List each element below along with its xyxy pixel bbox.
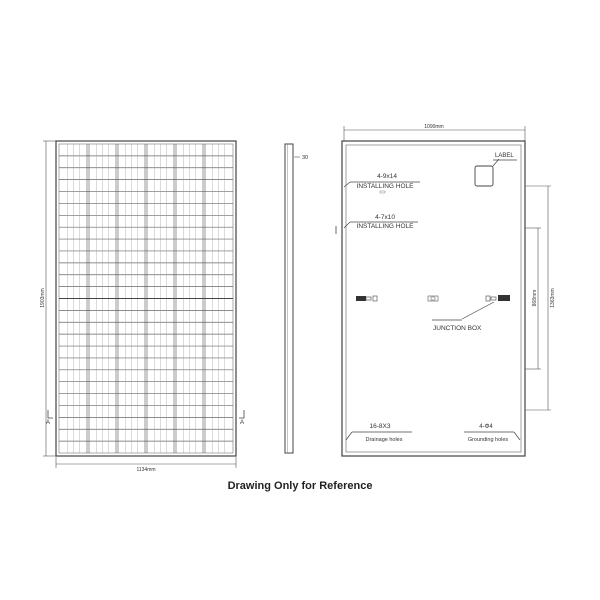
- side-thickness-label: 30: [302, 155, 309, 161]
- side-frame: [285, 144, 293, 453]
- reference-caption: Drawing Only for Reference: [227, 480, 373, 492]
- drainage-name: Drainage holes: [365, 437, 403, 443]
- grounding-spec: 4-Φ4: [479, 424, 493, 430]
- installing-hole-1-spec: 4-9x14: [377, 173, 397, 180]
- grounding-name: Grounding holes: [467, 437, 509, 443]
- dim-outer-label: 1363mm: [550, 288, 556, 308]
- junction-box-label: JUNCTION BOX: [433, 325, 482, 332]
- installing-hole-1-name: INSTALLING HOLE: [356, 183, 414, 190]
- section-marker-right: [239, 410, 244, 418]
- section-marker-left: [48, 410, 53, 418]
- front-width-label: 1134mm: [136, 467, 156, 473]
- back-width-label: 1090mm: [424, 124, 444, 130]
- side-view: [285, 144, 308, 453]
- section-marker-right-label: A: [240, 420, 245, 426]
- drainage-spec: 16-8X3: [369, 423, 391, 430]
- section-marker-left-label: A: [46, 420, 51, 426]
- label-tag: LABEL: [495, 153, 514, 159]
- front-view: [40, 141, 244, 473]
- front-height-label: 1903mm: [40, 288, 46, 308]
- installing-hole-2-spec: 4-7x10: [375, 214, 395, 221]
- dim-inner-label: 868mm: [532, 289, 538, 307]
- installing-hole-2-name: INSTALLING HOLE: [356, 223, 414, 230]
- back-view: [336, 124, 556, 456]
- back-right-dimensions: [525, 186, 551, 410]
